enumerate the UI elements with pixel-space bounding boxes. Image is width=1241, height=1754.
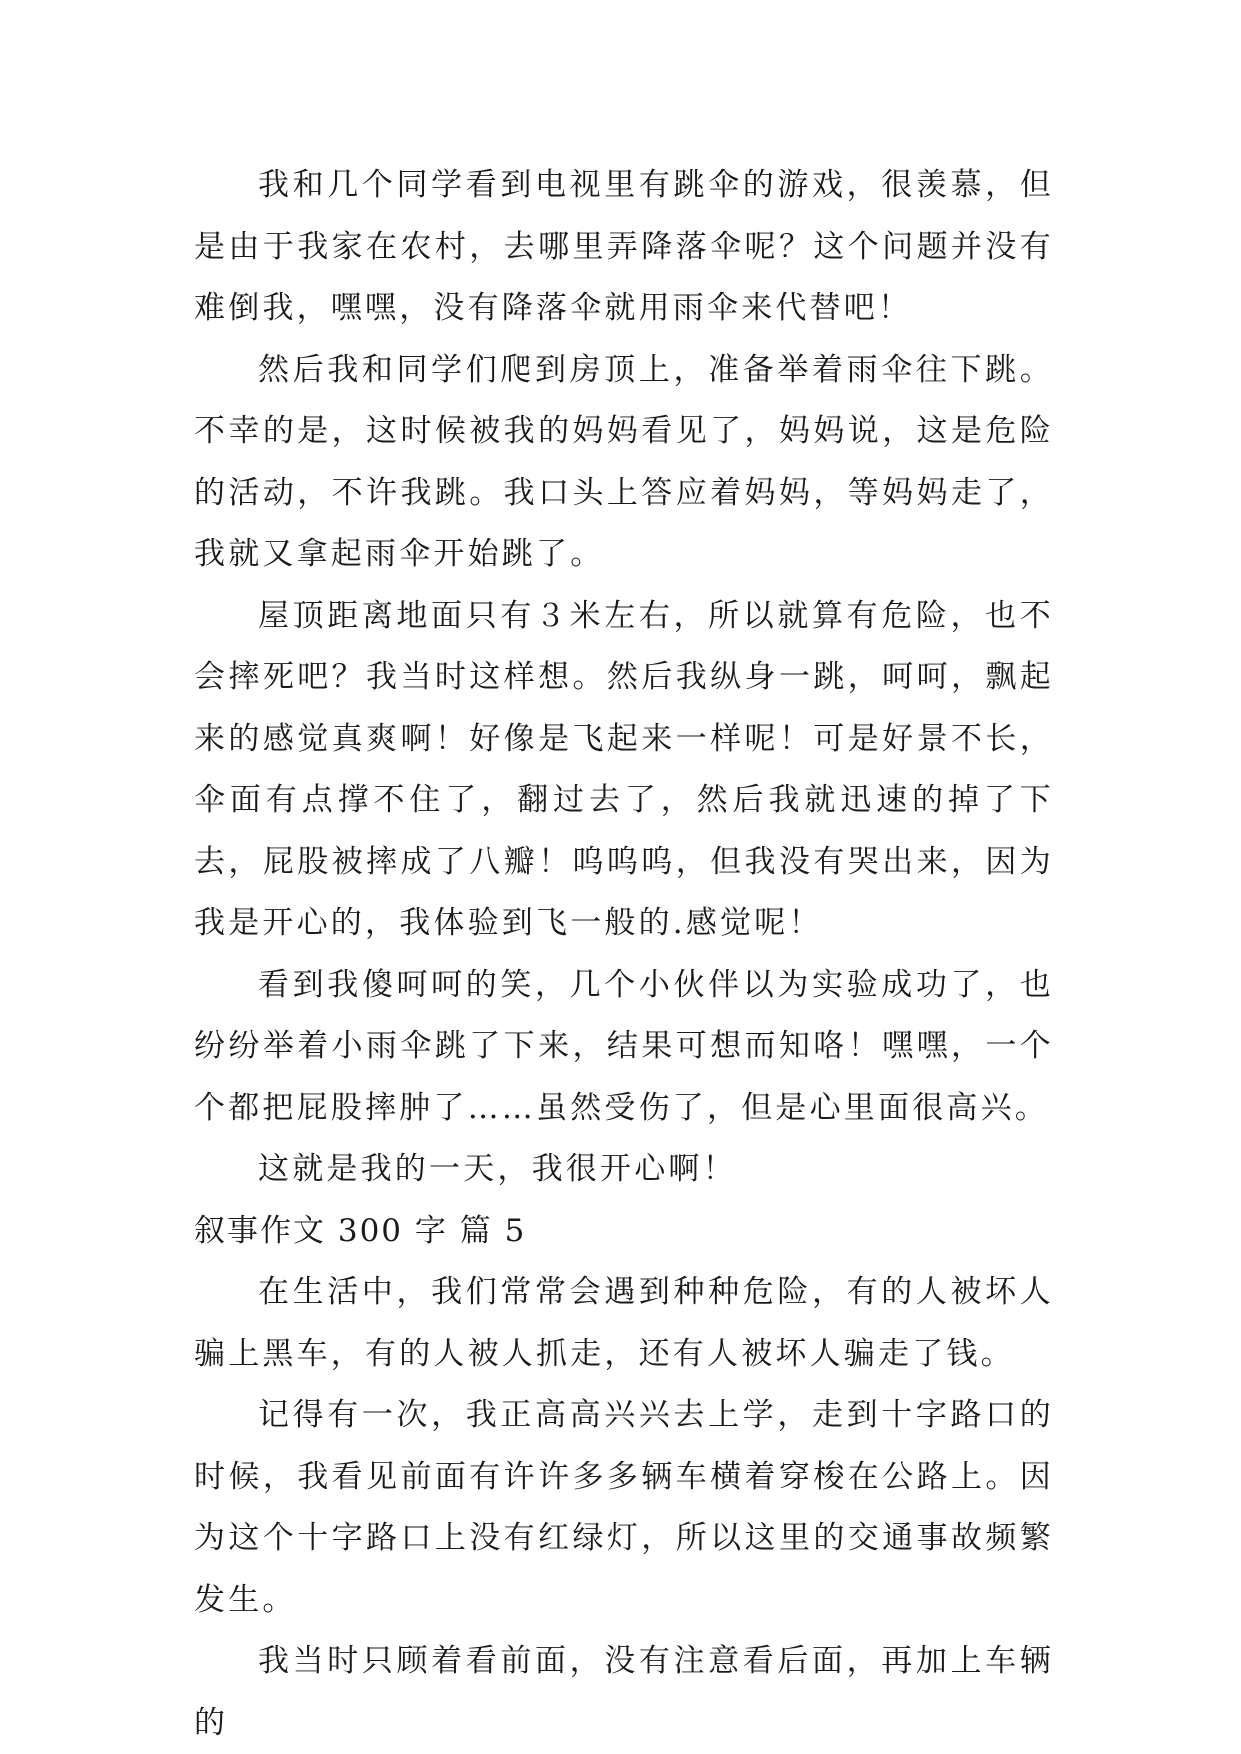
paragraph-jump: 屋顶距离地面只有３米左右，所以就算有危险，也不会摔死吧？我当时这样想。然后我纵身一跳，呵呵，飘起来的感觉真爽啊！好像是飞起来一样呢！可是好景不长，伞面有点撑不住了，翻过去了，然后我就迅速的掉了下去，屁股被摔成了八瓣！呜呜呜，但我没有哭出来，因为我是开心的，我体验到飞一般的.感觉呢！: [194, 597, 1054, 941]
paragraph-dangers: 在生活中，我们常常会遇到种种危险，有的人被坏人骗上黑车，有的人被人抓走，还有人被坏人骗走了钱。: [194, 1274, 1054, 1372]
paragraph-rooftop: 然后我和同学们爬到房顶上，准备举着雨伞往下跳。不幸的是，这时候被我的妈妈看见了，妈妈说，这是危险的活动，不许我跳。我口头上答应着妈妈，等妈妈走了，我就又拿起雨伞开始跳了。: [194, 351, 1054, 572]
paragraph-conclusion: 这就是我的一天，我很开心啊！: [258, 1151, 737, 1187]
section-heading: 叙事作文 300 字 篇 5: [194, 1212, 527, 1249]
document-body: [194, 155, 1054, 1754]
paragraph-crossroad: 记得有一次，我正高高兴兴去上学，走到十字路口的时候，我看见前面有许许多多辆车横着穿梭在公路上。因为这个十字路口上没有红绿灯，所以这里的交通事故频繁发生。: [194, 1397, 1054, 1618]
paragraph-parachute-idea: 我和几个同学看到电视里有跳伞的游戏，很羡慕，但是由于我家在农村，去哪里弄降落伞呢？这个问题并没有难倒我，嘿嘿，没有降落伞就用雨伞来代替吧！: [194, 167, 1054, 326]
paragraph-friends-jump: 看到我傻呵呵的笑，几个小伙伴以为实验成功了，也纷纷举着小雨伞跳了下来，结果可想而知咯！嘿嘿，一个个都把屁股摔肿了……虽然受伤了，但是心里面很高兴。: [194, 966, 1054, 1126]
paragraph-looking-ahead: 我当时只顾着看前面，没有注意看后面，再加上车辆的: [194, 1643, 1054, 1741]
